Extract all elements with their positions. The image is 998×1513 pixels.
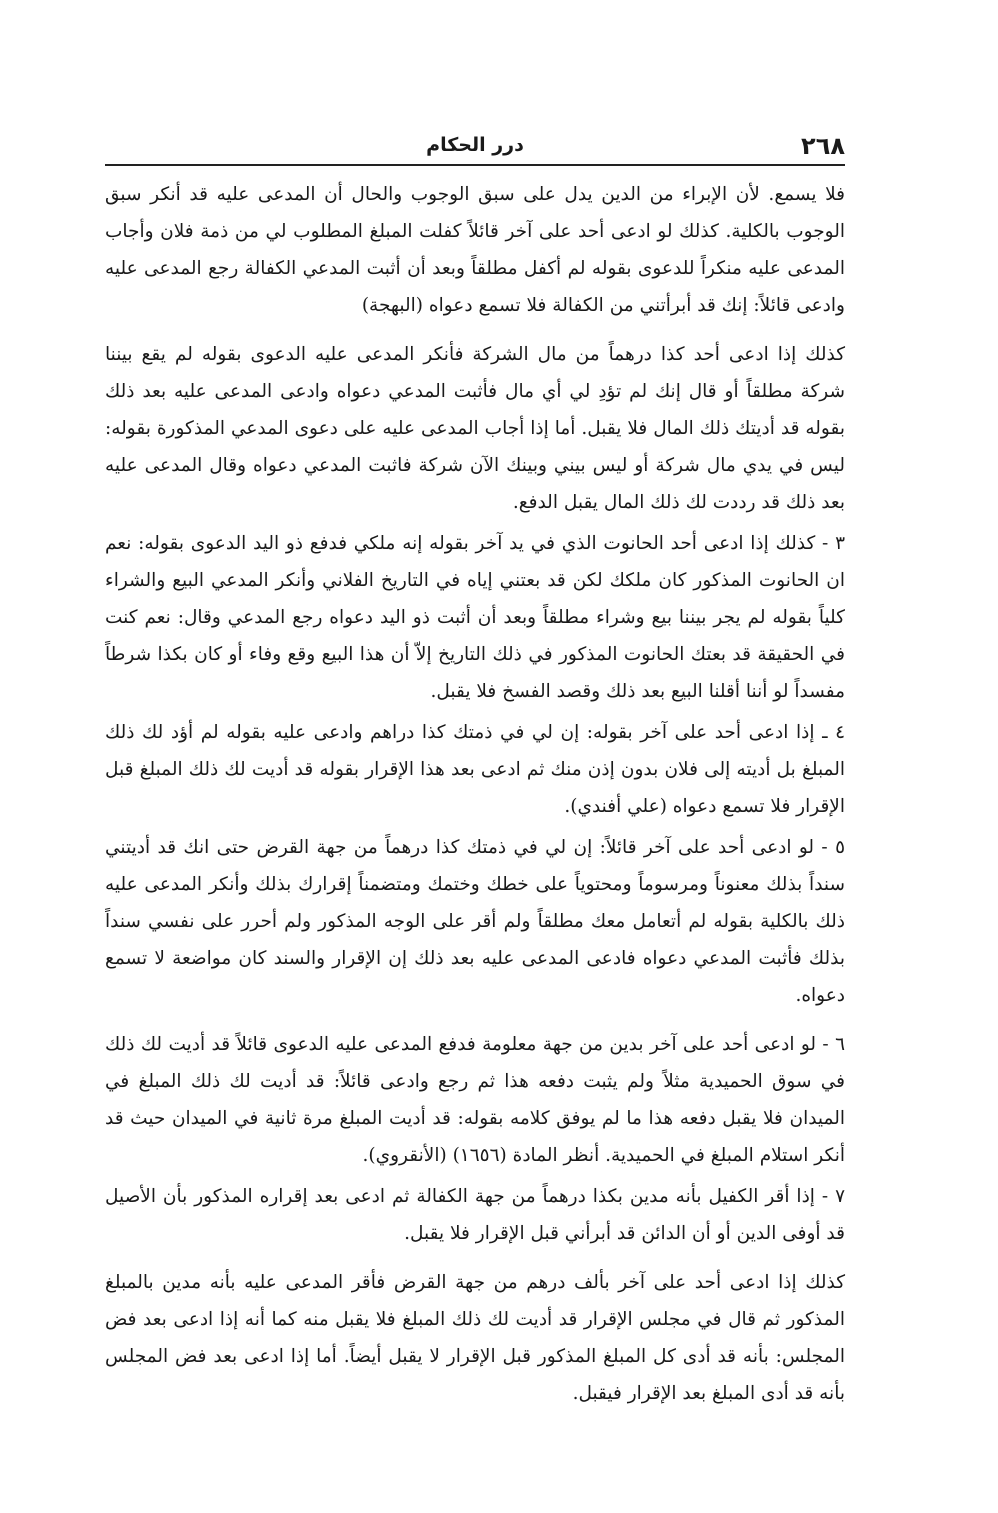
paragraph-loan: كذلك إذا ادعى أحد على آخر بألف درهم من جهة القرض فأقر المدعى عليه بأنه مدين بالمبلغ المذكور ثم قال في مجلس الإقرار قد أديت لك ذلك المبلغ فلا يقبل منه كما أنه إذا ادعى بعد فض المجلس: بأنه قد أدى كل المبلغ المذكور قبل الإقرار لا يقبل أيضاً. أما إذا ادعى بعد فض المجلس بأنه قد أدى المبلغ بعد الإقرار فيقبل. <box>105 1272 845 1404</box>
document-page <box>105 130 845 1412</box>
paragraph-example-4: ٤ ـ إذا ادعى أحد على آخر بقوله: إن لي في ذمتك كذا دراهم وادعى عليه بقوله لم أؤد لك ذلك المبلغ بل أديته إلى فلان بدون إذن منك ثم ادعى بعد هذا الإقرار بقوله قد أديت لك ذلك المبلغ قبل الإقرار فلا تسمع دعواه (علي أفندي). <box>105 722 845 817</box>
paragraph-example-6: ٦ - لو ادعى أحد على آخر بدين من جهة معلومة فدفع المدعى عليه الدعوى قائلاً قد أديت لك ذلك في سوق الحميدية مثلاً ولم يثبت دفعه هذا ثم رجع وادعى قائلاً: قد أديت لك ذلك المبلغ في الميدان فلا يقبل دفعه هذا ما لم يوفق كلامه بقوله: قد أديت المبلغ مرة ثانية في الميدان حيث قد أنكر استلام المبلغ في الحميدية. أنظر المادة (١٦٥٦) (الأنقروي). <box>105 1034 845 1166</box>
page-body <box>105 176 845 1412</box>
paragraph-example-5: ٥ - لو ادعى أحد على آخر قائلاً: إن لي في ذمتك كذا درهماً من جهة القرض حتى انك قد أديتني سنداً بذلك معنوناً ومرسوماً ومحتوياً على خطك وختمك ومتضمناً إقرارك بذلك وأنكر المدعى عليه ذلك بالكلية بقوله لم أتعامل معك مطلقاً ولم أقر على الوجه المذكور ولم أحرر على نفسي سنداً بذلك فأثبت المدعي دعواه فادعى المدعى عليه بعد ذلك إن الإقرار والسند كان مواضعة لا تسمع دعواه. <box>105 837 845 1006</box>
paragraph-example-7: ٧ - إذا أقر الكفيل بأنه مدين بكذا درهماً من جهة الكفالة ثم ادعى بعد إقراره المذكور بأن الأصيل قد أوفى الدين أو أن الدائن قد أبرأني قبل الإقرار فلا يقبل. <box>105 1186 845 1244</box>
paragraph-partnership: كذلك إذا ادعى أحد كذا درهماً من مال الشركة فأنكر المدعى عليه الدعوى بقوله لم يقع بيننا شركة مطلقاً أو قال إنك لم تؤدِ لي أي مال فأثبت المدعي دعواه وادعى المدعى عليه بعد ذلك بقوله قد أديتك ذلك المال فلا يقبل. أما إذا أجاب المدعى عليه على دعوى المدعي المذكورة بقوله: ليس في يدي مال شركة أو ليس بيني وبينك الآن شركة فاثبت المدعي دعواه وقال المدعى عليه بعد ذلك قد رددت لك ذلك المال يقبل الدفع. <box>105 344 845 513</box>
paragraph-intro: فلا يسمع. لأن الإبراء من الدين يدل على سبق الوجوب والحال أن المدعى عليه قد أنكر سبق الوجوب بالكلية. كذلك لو ادعى أحد على آخر قائلاً كفلت المبلغ المطلوب لي من ذمة فلان وأجاب المدعى عليه منكراً للدعوى بقوله لم أكفل مطلقاً وبعد أن أثبت المدعي الكفالة رجع المدعى عليه وادعى قائلاً: إنك قد أبرأتني من الكفالة فلا تسمع دعواه (البهجة) <box>105 184 845 316</box>
page-number: ٢٦٨ <box>801 132 845 160</box>
paragraph-example-3: ٣ - كذلك إذا ادعى أحد الحانوت الذي في يد آخر بقوله إنه ملكي فدفع ذو اليد الدعوى بقوله: نعم ان الحانوت المذكور كان ملكك لكن قد بعتني إياه في التاريخ الفلاني وأنكر المدعي البيع والشراء كلياً بقوله لم يجر بيننا بيع وشراء مطلقاً وبعد أن أثبت ذو اليد دعواه رجع المدعي وقال: نعم كنت في الحقيقة قد بعتك الحانوت المذكور في ذلك التاريخ إلاّ أن هذا البيع وقع وفاء أو كان بكذا شرطاً مفسداً لو أننا أقلنا البيع بعد ذلك وقصد الفسخ فلا يقبل. <box>105 533 845 702</box>
page-header <box>105 130 845 166</box>
running-title: درر الحكام <box>426 134 524 156</box>
